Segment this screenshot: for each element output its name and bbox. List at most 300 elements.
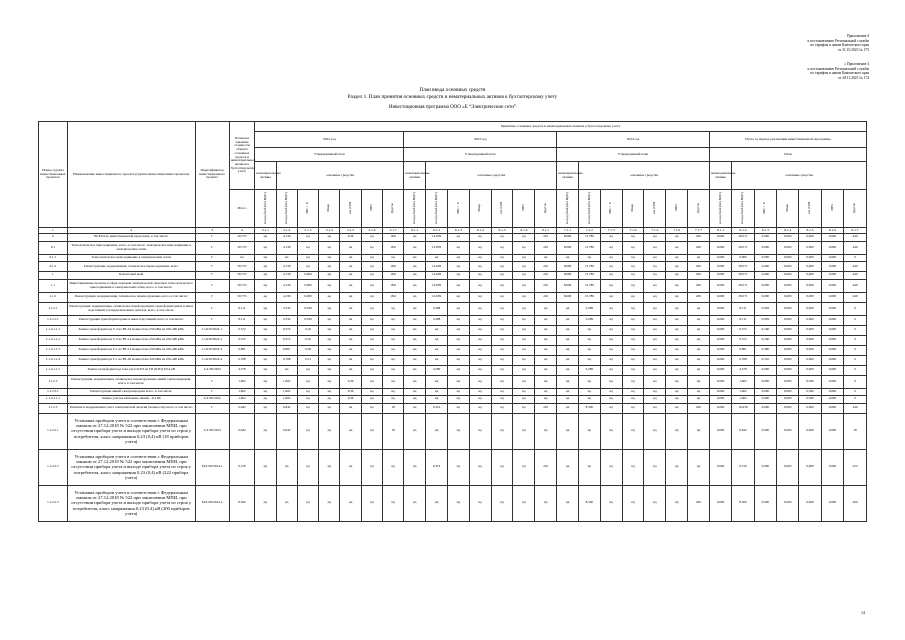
header-unit-label: Мвар	[326, 203, 331, 212]
row-identifier: М/4150/2024-2	[195, 485, 229, 521]
row-value: 0,000	[777, 335, 799, 345]
row-value: нд	[578, 449, 600, 485]
row-name: Камчатский край	[67, 272, 195, 280]
row-value: нд	[600, 262, 622, 272]
row-name: Реконструкция, модернизация, техническое перевооружение, всего, в том числе:	[67, 292, 195, 302]
appendix-line: к постановлению Региональной службы	[807, 66, 869, 71]
appendix-line: Приложение 4	[847, 34, 869, 38]
row-value: нд	[297, 388, 318, 396]
row-value: нд	[447, 365, 469, 375]
header-col-number: 6.1.7	[535, 228, 557, 234]
row-value: 8,000	[557, 241, 579, 254]
row-value: 12,609	[426, 272, 448, 280]
row-value: нд	[666, 345, 688, 355]
row-value: нд	[297, 403, 318, 413]
row-value: нд	[297, 396, 318, 404]
header-os: основные средства	[732, 162, 867, 190]
row-number: 1.1.2.3	[39, 375, 68, 388]
row-value: нд	[383, 254, 404, 262]
row-value: 0,16	[297, 325, 318, 335]
row-value: 18,0	[383, 262, 404, 272]
row-name: Замена трансформатора Т-2 на ВТ-14 мощностью 250 кВА на 250-400 кВА	[67, 335, 195, 345]
row-total: 30,755	[229, 272, 255, 280]
row-value: нд	[644, 345, 666, 355]
row-value: нд	[469, 355, 491, 365]
row-value: нд	[255, 279, 276, 292]
row-value: нд	[255, 388, 276, 396]
header-unit-cell	[622, 190, 644, 228]
row-identifier: Г	[195, 403, 229, 413]
table-row	[39, 302, 867, 315]
row-value: 15,789	[578, 234, 600, 242]
row-value: нд	[600, 335, 622, 345]
row-value: нд	[578, 325, 600, 335]
header-col-number: 5.1.7	[383, 228, 404, 234]
row-value: нд	[600, 272, 622, 280]
row-value: нд	[491, 403, 513, 413]
row-value: нд	[447, 272, 469, 280]
row-value: нд	[557, 254, 579, 262]
row-value: нд	[557, 365, 579, 375]
row-value: нд	[447, 254, 469, 262]
row-value: 4,136	[276, 279, 297, 292]
row-number: 1.1.2.1.1.2	[39, 335, 68, 345]
row-value: нд	[426, 345, 448, 355]
row-value: нд	[383, 365, 404, 375]
row-value: 440	[844, 262, 867, 272]
header-col-number: 6.1.2	[426, 228, 448, 234]
row-value: 0,000	[799, 365, 821, 375]
row-value: 1,602	[732, 396, 754, 404]
table-row	[39, 396, 867, 404]
row-value: нд	[513, 375, 535, 388]
header-year-2023: 2023 год	[404, 132, 557, 148]
header-unit-label: км ЛЭП	[807, 201, 812, 214]
row-value: 222	[844, 449, 867, 485]
row-value: нд	[578, 355, 600, 365]
row-value: 0,000	[297, 279, 318, 292]
header-year-2022: 2022 год	[255, 132, 404, 148]
row-identifier: L/4150/2022-4	[195, 355, 229, 365]
header-col-number: 8.1.7	[844, 228, 867, 234]
row-value: нд	[469, 375, 491, 388]
row-value: 18	[844, 413, 867, 449]
row-value: 3,289	[426, 365, 448, 375]
row-value: нд	[513, 241, 535, 254]
header-col-number: 7.1.6	[666, 228, 688, 234]
header-col-number: 5.1.4	[319, 228, 340, 234]
row-value: нд	[319, 335, 340, 345]
row-value: нд	[600, 403, 622, 413]
table-row	[39, 272, 867, 280]
row-value: 0,572	[732, 325, 754, 335]
row-value: 0,000	[777, 279, 799, 292]
row-value: нд	[340, 241, 361, 254]
row-value: нд	[404, 355, 426, 365]
row-value: 0,000	[799, 355, 821, 365]
table-row	[39, 413, 867, 449]
header-os: основные средства	[578, 162, 709, 190]
row-value: 0,000	[799, 449, 821, 485]
row-value: нд	[319, 292, 340, 302]
header-unit-cell	[535, 190, 557, 228]
row-value: нд	[319, 485, 340, 521]
row-value: 8,000	[557, 292, 579, 302]
row-value: 0,000	[709, 241, 731, 254]
row-value: 0,000	[754, 262, 776, 272]
row-total: 1,602	[229, 388, 255, 396]
row-total: 8,111	[229, 302, 255, 315]
row-name: ВСЕГО по инвестиционной программе, в том числе:	[67, 234, 195, 242]
row-value: нд	[557, 355, 579, 365]
row-value: 222	[535, 292, 557, 302]
row-value: 9,316	[426, 403, 448, 413]
header-col-number: 8.1.3	[754, 228, 776, 234]
row-value: 0,000	[709, 315, 731, 325]
row-value: 0,000	[799, 413, 821, 449]
row-value: 0,000	[754, 375, 776, 388]
row-value: нд	[688, 325, 710, 335]
row-value: нд	[666, 279, 688, 292]
header-col-id: Идентификатор инвестиционного проекта	[195, 122, 229, 228]
row-value: нд	[513, 396, 535, 404]
row-value: нд	[491, 262, 513, 272]
row-value: 0,000	[799, 272, 821, 280]
row-value: 0,000	[821, 272, 843, 280]
row-value: 15,789	[578, 292, 600, 302]
row-value: нд	[276, 365, 297, 375]
row-value: нд	[319, 375, 340, 388]
row-value: нд	[557, 413, 579, 449]
investment-table	[38, 121, 867, 522]
row-name: Реконструкция трансформаторных и иных подстанций, всего, в том числе:	[67, 315, 195, 325]
row-number: 0.1	[39, 241, 68, 254]
row-value: 222	[535, 234, 557, 242]
row-value: 2,534	[276, 315, 297, 325]
row-value: нд	[404, 449, 426, 485]
row-value: 0,708	[276, 355, 297, 365]
row-number: 0.1.1	[39, 254, 68, 262]
row-value: 8,000	[557, 234, 579, 242]
header-unit-label: МВ×А	[762, 201, 767, 214]
row-value: нд	[447, 335, 469, 345]
row-identifier: L/4150/2022-1	[195, 325, 229, 335]
header-unit-label: МВ×А	[608, 201, 613, 214]
row-value: нд	[578, 254, 600, 262]
row-value: нд	[557, 315, 579, 325]
row-value: нд	[491, 292, 513, 302]
row-value: нд	[469, 262, 491, 272]
row-value: нд	[404, 413, 426, 449]
row-value: нд	[491, 279, 513, 292]
row-value: 0,000	[799, 335, 821, 345]
row-value: нд	[447, 234, 469, 242]
row-value: нд	[340, 485, 361, 521]
row-value: 0	[844, 254, 867, 262]
row-total: 0,708	[229, 355, 255, 365]
row-value: 3,288	[426, 315, 448, 325]
table-row	[39, 345, 867, 355]
row-value: нд	[469, 335, 491, 345]
row-value: нд	[404, 234, 426, 242]
row-value: 28,571	[732, 241, 754, 254]
row-value: 18,0	[383, 279, 404, 292]
header-unit-label: МВт	[369, 204, 374, 212]
row-value: нд	[644, 485, 666, 521]
header-col-number: 1	[39, 228, 68, 234]
row-value: нд	[666, 254, 688, 262]
row-value: нд	[469, 272, 491, 280]
row-total: 8,500	[229, 485, 255, 521]
row-value: 0,000	[821, 403, 843, 413]
document-title	[0, 87, 905, 101]
row-value: 0,36	[340, 375, 361, 388]
row-number: 1	[39, 272, 68, 280]
row-value: 222	[535, 279, 557, 292]
row-value: нд	[383, 396, 404, 404]
row-total: 1,602	[229, 396, 255, 404]
row-value: нд	[578, 413, 600, 449]
row-value: нд	[622, 375, 644, 388]
row-value: нд	[340, 355, 361, 365]
row-name: Развитие и модернизация учета электрической энергии (мощности), всего, в том числе:	[67, 403, 195, 413]
table-row	[39, 241, 867, 254]
row-value: 8,111	[732, 302, 754, 315]
row-value: 0,000	[777, 365, 799, 375]
header-unit-label: Другое	[695, 202, 700, 213]
row-value: нд	[688, 388, 710, 396]
row-value: нд	[557, 335, 579, 345]
header-unit-label: млн рублей (без НДС)	[717, 191, 722, 224]
row-total: нд	[229, 254, 255, 262]
row-value: 18	[383, 413, 404, 449]
row-value: нд	[383, 375, 404, 388]
row-value: нд	[447, 396, 469, 404]
row-value: нд	[600, 292, 622, 302]
header-col-number: 7.1.4	[622, 228, 644, 234]
row-value: нд	[622, 315, 644, 325]
row-value: 0,000	[709, 262, 731, 272]
row-value: нд	[447, 375, 469, 388]
row-value: нд	[622, 355, 644, 365]
row-value: нд	[513, 302, 535, 315]
header-unit-label: Другое	[390, 202, 395, 213]
table-row	[39, 355, 867, 365]
row-value: 440	[844, 403, 867, 413]
row-value: 222	[535, 449, 557, 485]
row-value: 0,000	[709, 375, 731, 388]
row-value: нд	[644, 302, 666, 315]
row-value: 0,000	[799, 485, 821, 521]
row-value: нд	[513, 272, 535, 280]
row-value: 0	[844, 335, 867, 345]
header-unit-cell	[578, 190, 600, 228]
row-value: нд	[469, 403, 491, 413]
row-value: нд	[600, 365, 622, 375]
row-value: 0	[844, 355, 867, 365]
row-value: нд	[319, 365, 340, 375]
row-value: 0,000	[709, 234, 731, 242]
row-value: нд	[383, 485, 404, 521]
header-unit-label: МВ×А	[455, 201, 460, 214]
header-col-number: 7.1.2	[578, 228, 600, 234]
row-value: нд	[426, 335, 448, 345]
row-value: нд	[340, 325, 361, 335]
row-value: нд	[255, 485, 276, 521]
row-value: 8,000	[557, 272, 579, 280]
row-value: нд	[383, 388, 404, 396]
row-value: 28,571	[732, 262, 754, 272]
row-value: нд	[276, 485, 297, 521]
header-col-number: 7.1.3	[600, 228, 622, 234]
row-value: нд	[469, 388, 491, 396]
row-value: 3,289	[578, 302, 600, 315]
row-value: 0,000	[754, 388, 776, 396]
row-value: нд	[361, 485, 382, 521]
table-row	[39, 279, 867, 292]
row-value: 0,000	[709, 365, 731, 375]
row-value: нд	[513, 279, 535, 292]
row-value: нд	[600, 325, 622, 335]
row-value: 12,609	[426, 279, 448, 292]
row-value: нд	[447, 302, 469, 315]
row-value: нд	[622, 292, 644, 302]
row-number: 1.1.2.1.1.1	[39, 325, 68, 335]
row-value: нд	[644, 241, 666, 254]
header-col-name: Наименование инвестиционного проекта (группы инвестиционных проектов)	[67, 122, 195, 228]
row-value: нд	[340, 315, 361, 325]
row-value: нд	[491, 335, 513, 345]
row-value: нд	[404, 325, 426, 335]
row-value: нд	[644, 292, 666, 302]
row-value: 1,602	[732, 375, 754, 388]
row-value: 0,000	[821, 234, 843, 242]
row-value: нд	[426, 396, 448, 404]
row-value: 0,642	[732, 413, 754, 449]
row-value: нд	[319, 413, 340, 449]
row-total: 30,755	[229, 234, 255, 242]
row-value: нд	[319, 396, 340, 404]
table-row	[39, 234, 867, 242]
row-value: нд	[688, 254, 710, 262]
row-value: нд	[644, 325, 666, 335]
row-name: Установка приборов учета в соответствии с Федеральным законом от 27.12.2018 № 522 при заключении МПИ, при отсутствии прибора учета и выходе прибора учета из строя у потребителя, класс напряжения 0,23 (0,4) кВ (18 приборов учета)	[67, 413, 195, 449]
row-value: нд	[404, 279, 426, 292]
row-value: нд	[319, 279, 340, 292]
row-value: нд	[688, 365, 710, 375]
row-value: 0,939	[297, 315, 318, 325]
row-value: нд	[535, 365, 557, 375]
row-value: нд	[491, 375, 513, 388]
header-unit-label: км ЛЭП	[347, 201, 352, 214]
row-value: нд	[340, 254, 361, 262]
row-value: нд	[666, 375, 688, 388]
row-value: 0,000	[777, 262, 799, 272]
row-value: нд	[319, 449, 340, 485]
row-value: 0,000	[709, 325, 731, 335]
row-value: 0,000	[777, 449, 799, 485]
row-value: нд	[297, 262, 318, 272]
row-value: 0,360	[799, 396, 821, 404]
row-value: нд	[600, 254, 622, 262]
row-value: нд	[491, 449, 513, 485]
header-unit-label: МВт	[829, 204, 834, 212]
row-value: нд	[319, 302, 340, 315]
row-value: 15,789	[578, 272, 600, 280]
row-value: 12,609	[426, 234, 448, 242]
header-unit-cell	[447, 190, 469, 228]
row-value: нд	[644, 375, 666, 388]
row-total: 0,572	[229, 335, 255, 345]
table-row	[39, 365, 867, 375]
row-value: нд	[666, 449, 688, 485]
row-value: нд	[622, 254, 644, 262]
row-value: 0,939	[754, 302, 776, 315]
row-value: нд	[557, 388, 579, 396]
row-number: 1.1.2	[39, 292, 68, 302]
row-name: Реконструкция, модернизация, техническое перевооружение, всего	[67, 262, 195, 272]
row-value: 0,000	[297, 292, 318, 302]
row-value: нд	[622, 272, 644, 280]
row-value: нд	[535, 396, 557, 404]
header-unit-label: млн рублей (без НДС)	[740, 191, 745, 224]
row-value: 0,000	[754, 396, 776, 404]
row-value: нд	[340, 365, 361, 375]
row-value: нд	[255, 272, 276, 280]
row-value: 0,000	[709, 292, 731, 302]
row-value: нд	[447, 315, 469, 325]
header-unit-label: км ЛЭП	[652, 201, 656, 214]
row-value: 18,0	[383, 272, 404, 280]
row-value: нд	[622, 279, 644, 292]
header-unit-cell	[709, 190, 731, 228]
row-value: нд	[600, 345, 622, 355]
row-value: 0	[844, 365, 867, 375]
row-value: 0,000	[777, 355, 799, 365]
row-value: нд	[361, 413, 382, 449]
header-unit-label: млн рублей (без НДС)	[433, 191, 438, 224]
row-value: нд	[447, 262, 469, 272]
row-value: нд	[447, 485, 469, 521]
header-unit-cell	[426, 190, 448, 228]
row-name: Реконструкция, модернизация, техническое перевооружение трансформаторных и иных подстанций, распределительных пунктов, всего, в том числе:	[67, 302, 195, 315]
row-number: 1.1.2.5.2	[39, 449, 68, 485]
table-row	[39, 375, 867, 388]
row-value: нд	[491, 254, 513, 262]
row-value: 8,000	[557, 279, 579, 292]
row-value: нд	[340, 302, 361, 315]
row-value: нд	[469, 302, 491, 315]
row-value: 0,000	[799, 315, 821, 325]
row-value: нд	[578, 396, 600, 404]
row-value: нд	[557, 396, 579, 404]
row-value: нд	[447, 388, 469, 396]
row-value: 3,289	[578, 365, 600, 375]
row-value: нд	[361, 325, 382, 335]
appendix-line: от 31.10.2023 № 175	[837, 47, 869, 52]
row-value: нд	[600, 302, 622, 315]
row-value: 4,578	[732, 365, 754, 375]
row-value: 15,789	[578, 241, 600, 254]
row-value: нд	[447, 279, 469, 292]
row-value: 0,000	[709, 485, 731, 521]
row-value: нд	[426, 413, 448, 449]
row-value: нд	[513, 292, 535, 302]
row-value: нд	[600, 375, 622, 388]
row-value: нд	[600, 449, 622, 485]
row-value: нд	[340, 345, 361, 355]
row-value: нд	[666, 355, 688, 365]
